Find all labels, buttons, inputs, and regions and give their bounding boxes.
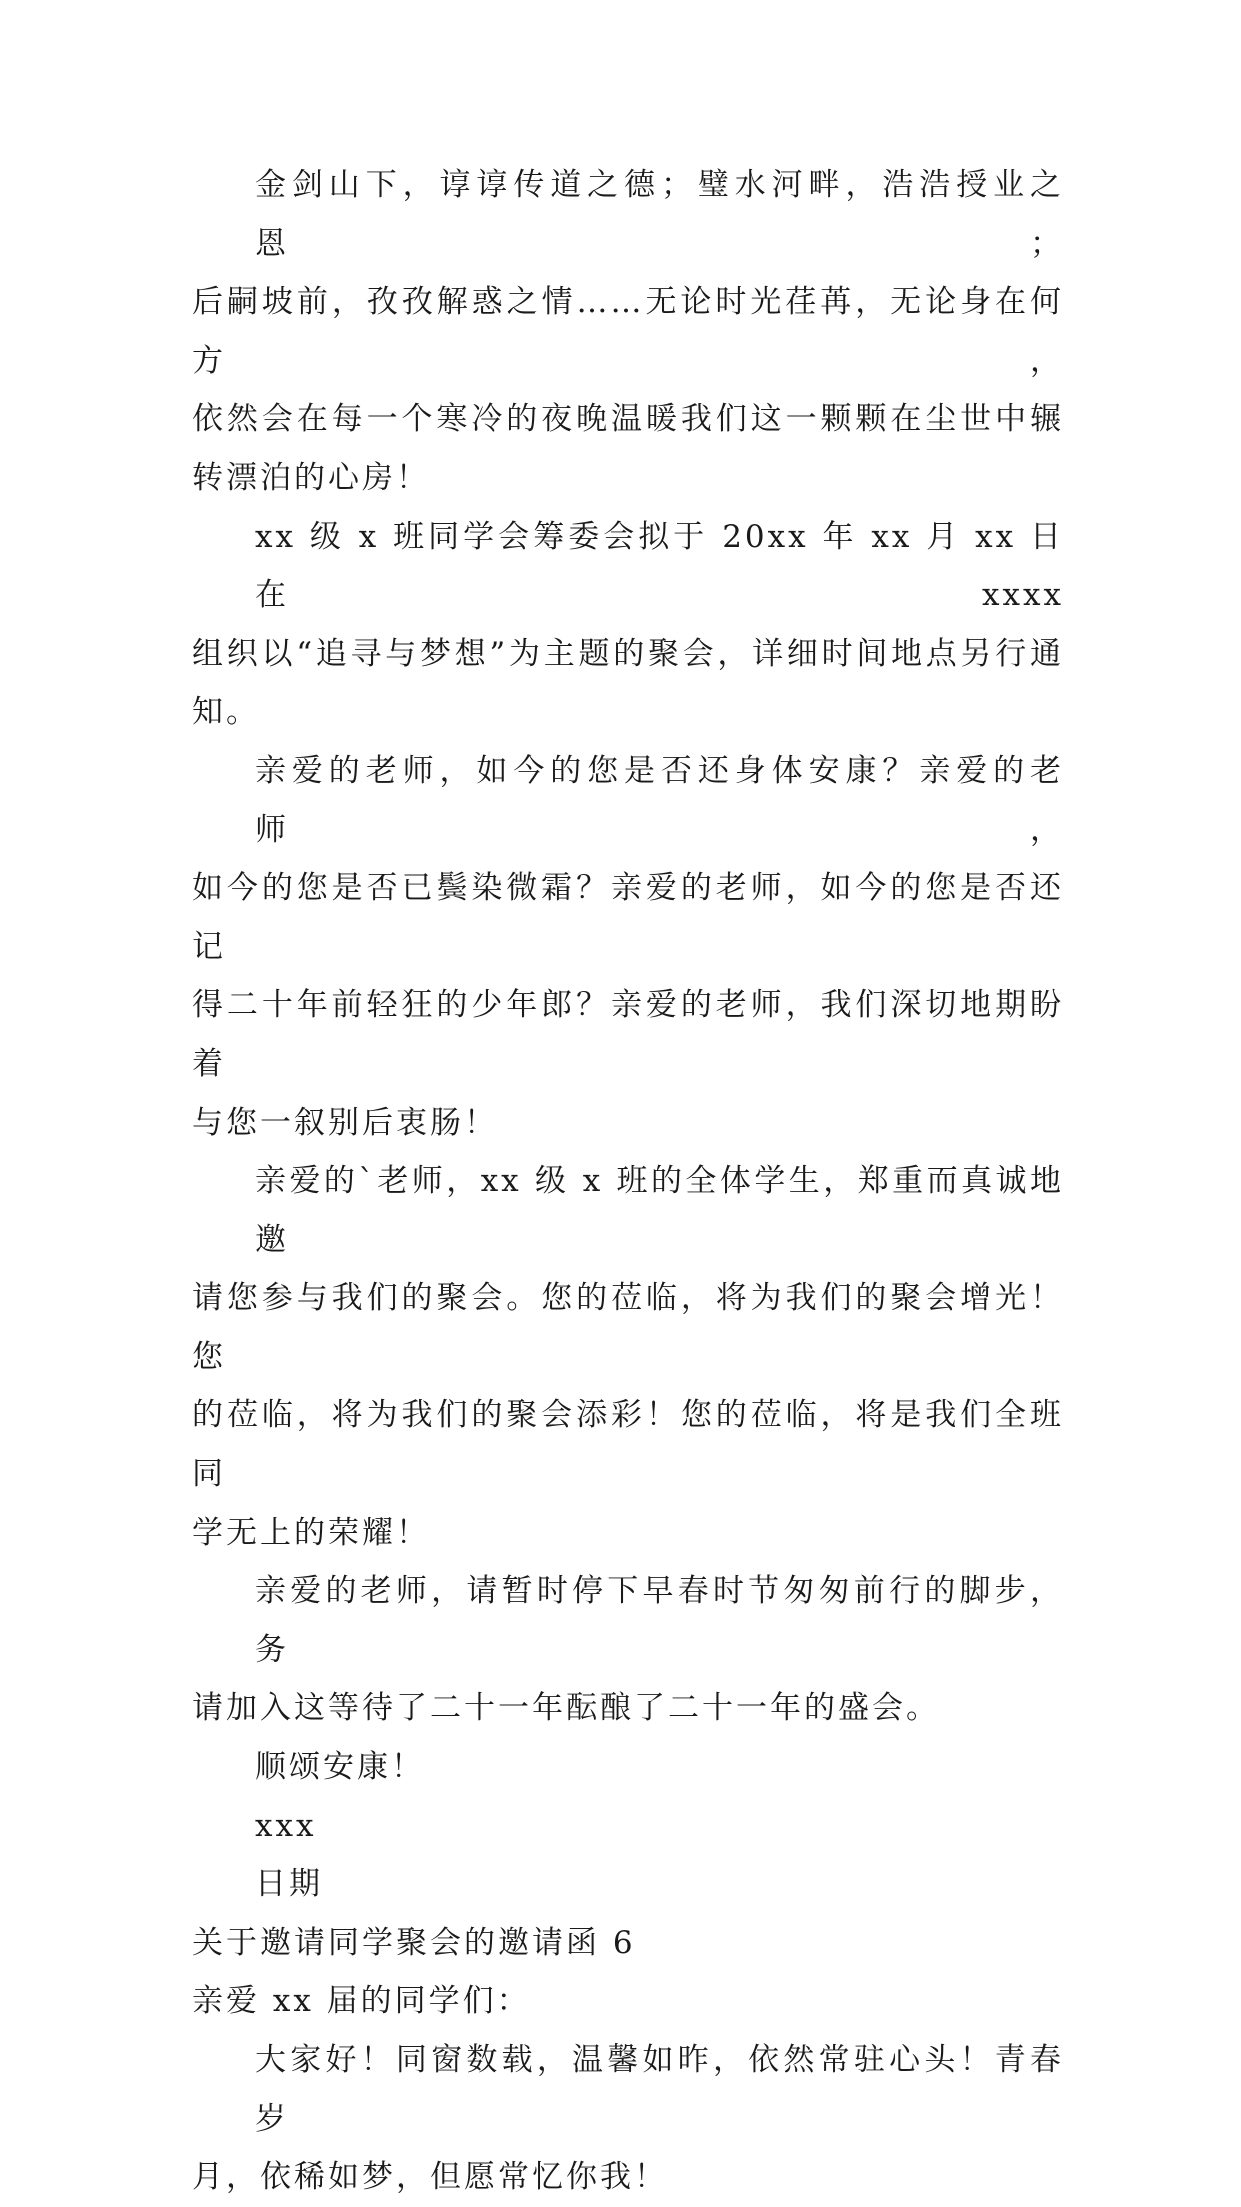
- date-line: [192, 1855, 1064, 1914]
- paragraph-3-line-3: 得二十年前轻狂的少年郎？亲爱的老师，我们深切地期盼着: [192, 987, 1064, 1082]
- paragraph-1-line-1: 金剑山下，谆谆传道之德；璧水河畔，浩浩授业之恩；: [255, 167, 1064, 262]
- greeting-text: 亲爱 xx 届的同学们：: [192, 1983, 531, 2020]
- paragraph-11-line-2: 月，依稀如梦，但愿常忆你我！: [192, 2159, 668, 2196]
- paragraph-2-line-1: xx 级 x 班同学会筹委会拟于 20xx 年 xx 月 xx 日在 xxxx: [255, 518, 1064, 614]
- paragraph-4-line-4: 学无上的荣耀！: [192, 1514, 430, 1551]
- section-title-text: 关于邀请同学聚会的邀请函 6: [192, 1924, 636, 1961]
- paragraph-5-line-1: 亲爱的老师，请暂时停下早春时节匆匆前行的脚步，务: [255, 1573, 1064, 1668]
- paragraph-4-line-2: 请您参与我们的聚会。您的莅临，将为我们的聚会增光！您: [192, 1280, 1064, 1375]
- closing-salutation: [192, 1738, 1064, 1797]
- paragraph-1-line-4: 转漂泊的心房！: [192, 459, 430, 496]
- closing-salutation-text: 顺颂安康！: [255, 1749, 425, 1786]
- greeting: [192, 1972, 1064, 2031]
- signature-text: xxx: [255, 1807, 317, 1844]
- paragraph-4: [192, 1152, 1064, 1562]
- signature: [192, 1797, 1064, 1856]
- paragraph-4-line-1: 亲爱的`老师，xx 级 x 班的全体学生，郑重而真诚地邀: [255, 1163, 1064, 1258]
- paragraph-1-line-2: 后嗣坡前，孜孜解惑之情……无论时光荏苒，无论身在何方，: [192, 284, 1064, 379]
- paragraph-1: [192, 156, 1064, 508]
- paragraph-2-line-3: 知。: [192, 694, 260, 731]
- document-body: [192, 156, 1064, 2207]
- paragraph-5-line-2: 请加入这等待了二十一年酝酿了二十一年的盛会。: [192, 1690, 940, 1727]
- section-title: [192, 1914, 1064, 1973]
- paragraph-3-line-1: 亲爱的老师，如今的您是否还身体安康？亲爱的老师，: [255, 752, 1064, 848]
- paragraph-2: [192, 508, 1064, 742]
- paragraph-11-line-1: 大家好！同窗数载，温馨如昨，依然常驻心头！青春岁: [255, 2042, 1064, 2137]
- paragraph-5: [192, 1562, 1064, 1738]
- paragraph-4-line-3: 的莅临，将为我们的聚会添彩！您的莅临，将是我们全班同: [192, 1397, 1064, 1493]
- paragraph-11: [192, 2031, 1064, 2207]
- paragraph-3-line-4: 与您一叙别后衷肠！: [192, 1104, 498, 1141]
- paragraph-3-line-2: 如今的您是否已鬓染微霜？亲爱的老师，如今的您是否还记: [192, 870, 1064, 965]
- date-text: 日期: [255, 1866, 323, 1903]
- paragraph-2-line-2: 组织以“追寻与梦想”为主题的聚会，详细时间地点另行通: [192, 635, 1064, 672]
- paragraph-1-line-3: 依然会在每一个寒冷的夜晚温暖我们这一颗颗在尘世中辗: [192, 401, 1064, 438]
- paragraph-3: [192, 742, 1064, 1152]
